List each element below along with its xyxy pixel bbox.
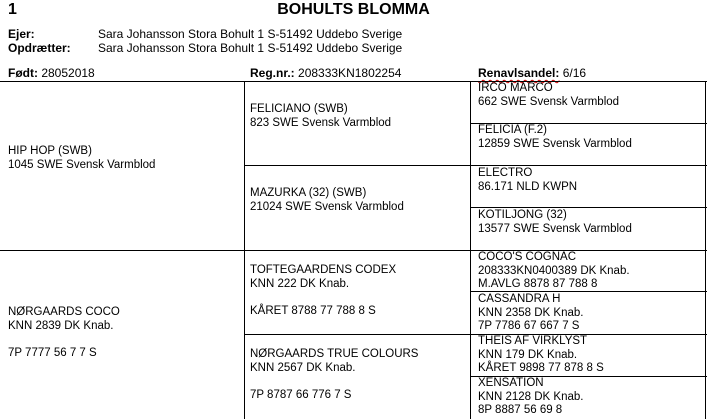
ds-dam-name: CASSANDRA H xyxy=(478,293,561,305)
sd-sire-name: ELECTRO xyxy=(478,167,533,179)
sd-dam-registration: 13577 SWE Svensk Varmblod xyxy=(478,222,632,235)
row-divider xyxy=(244,165,707,166)
dd-sire-score: KÅRET 9898 77 878 8 S xyxy=(478,362,604,374)
horse-name-title: BOHULTS BLOMMA xyxy=(277,1,430,18)
born-value: 28052018 xyxy=(41,66,95,80)
ds-sire-registration: 208333KN0400389 DK Knab. xyxy=(478,264,630,277)
catalog-number: 1 xyxy=(8,1,17,18)
sire-name: HIP HOP (SWB) xyxy=(8,145,92,157)
owner-value: Sara Johansson Stora Bohult 1 S-51492 Uddebo Sverige xyxy=(98,27,403,41)
sire-registration: 1045 SWE Svensk Varmblod xyxy=(8,158,156,171)
ss-dam-cell xyxy=(478,124,632,151)
purity-label: Renavlsandel: xyxy=(478,66,560,80)
dam-sire-cell xyxy=(250,264,396,319)
dam-score: 7P 7777 56 7 7 S xyxy=(8,347,97,359)
dam-dam-score: 7P 8787 66 776 7 S xyxy=(250,389,352,401)
sire-sire-cell xyxy=(250,103,391,130)
ds-sire-name: COCO'S COGNAC xyxy=(478,251,577,263)
dd-dam-registration: KNN 2128 DK Knab. xyxy=(478,390,584,403)
dam-sire-registration: KNN 222 DK Knab. xyxy=(250,277,350,290)
dd-dam-name: XENSATION xyxy=(478,377,544,389)
pedigree-table xyxy=(0,81,707,419)
ds-sire-score: M.AVLG 8878 87 788 8 xyxy=(478,278,598,290)
dd-sire-registration: KNN 179 DK Knab. xyxy=(478,348,578,361)
sire-dam-cell xyxy=(250,187,404,214)
dd-sire-name: THEIS AF VIRKLYST xyxy=(478,335,588,347)
dam-dam-registration: KNN 2567 DK Knab. xyxy=(250,361,356,374)
ds-sire-cell xyxy=(478,251,630,292)
sd-dam-cell xyxy=(478,209,632,236)
row-divider xyxy=(470,207,707,208)
sd-dam-name: KOTILJONG (32) xyxy=(478,209,567,221)
dd-dam-cell xyxy=(478,377,583,418)
ss-sire-cell xyxy=(478,82,619,109)
dam-cell xyxy=(8,306,120,361)
ds-dam-score: 7P 7786 67 667 7 S xyxy=(478,320,580,332)
dam-registration: KNN 2839 DK Knab. xyxy=(8,319,114,332)
row-divider xyxy=(244,334,707,335)
dd-dam-score: 8P 8887 56 69 8 xyxy=(478,404,563,416)
breeder-value: Sara Johansson Stora Bohult 1 S-51492 Uddebo Sverige xyxy=(98,41,403,55)
dd-sire-cell xyxy=(478,335,604,376)
born-field xyxy=(8,66,95,80)
purity-field xyxy=(478,66,586,80)
ss-sire-name: IRCO MARCO xyxy=(478,82,553,94)
dam-sire-score: KÅRET 8788 77 788 8 S xyxy=(250,305,376,317)
sire-dam-registration: 21024 SWE Svensk Varmblod xyxy=(250,200,404,213)
born-label: Født: xyxy=(8,66,38,80)
reg-value: 208333KN1802254 xyxy=(298,66,402,80)
dam-name: NØRGAARDS COCO xyxy=(8,306,120,318)
reg-label: Reg.nr.: xyxy=(250,66,295,80)
sire-sire-registration: 823 SWE Svensk Varmblod xyxy=(250,116,392,129)
dam-sire-name: TOFTEGAARDENS CODEX xyxy=(250,264,397,276)
ds-dam-cell xyxy=(478,293,583,334)
dam-dam-cell xyxy=(250,348,418,403)
ds-dam-registration: KNN 2358 DK Knab. xyxy=(478,306,584,319)
sire-sire-name: FELICIANO (SWB) xyxy=(250,103,348,115)
owner-label: Ejer: xyxy=(8,27,35,41)
purity-value: 6/16 xyxy=(562,66,587,80)
ss-dam-registration: 12859 SWE Svensk Varmblod xyxy=(478,137,632,150)
sire-dam-name: MAZURKA (32) (SWB) xyxy=(250,187,367,199)
ss-sire-registration: 662 SWE Svensk Varmblod xyxy=(478,95,620,108)
ss-dam-name: FELICIA (F.2) xyxy=(478,124,548,136)
sd-sire-cell xyxy=(478,167,577,194)
sire-cell xyxy=(8,145,155,172)
dam-dam-name: NØRGAARDS TRUE COLOURS xyxy=(250,348,419,360)
reg-field xyxy=(250,66,401,80)
breeder-label: Opdrætter: xyxy=(8,41,71,55)
sd-sire-registration: 86.171 NLD KWPN xyxy=(478,180,578,193)
